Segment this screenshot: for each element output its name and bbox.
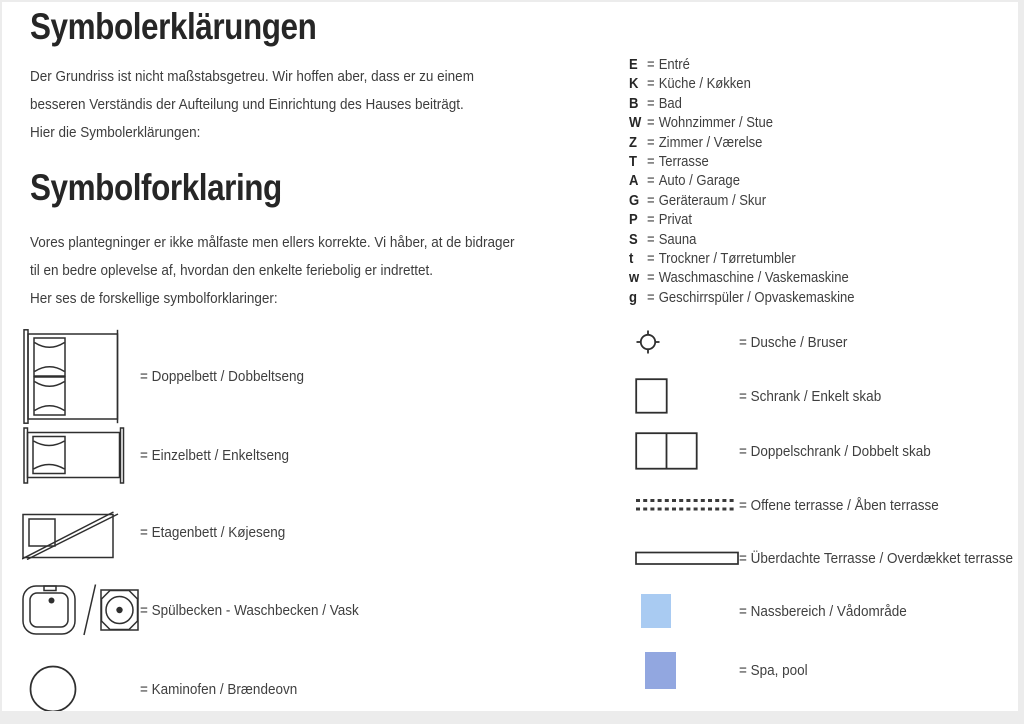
- icon-cell: [22, 427, 140, 484]
- icon-cell: [627, 432, 739, 470]
- legend-row-open-terrace: [627, 494, 1023, 516]
- room-code-label: Wohnzimmer / Stue: [658, 115, 774, 132]
- single-bed-icon: [22, 427, 126, 484]
- page-edge-top: [0, 0, 1024, 2]
- room-code-row: [629, 231, 855, 250]
- room-code-row: [629, 192, 855, 211]
- legend-row-double-bed: [22, 329, 622, 424]
- room-code-row: [629, 114, 855, 133]
- icon-cell: [22, 581, 140, 639]
- legend-row-sink: [22, 581, 622, 639]
- room-code-letter: B: [629, 95, 639, 112]
- room-code-letter: t: [629, 251, 634, 268]
- room-code-list: [629, 56, 855, 308]
- room-code-row: [629, 134, 855, 153]
- room-code-row: [629, 75, 855, 94]
- equals-sign: =: [647, 76, 655, 93]
- room-code-row: [629, 95, 855, 114]
- wet-area-swatch: [641, 594, 671, 628]
- legend-label: = Dusche / Bruser: [739, 333, 848, 351]
- sink-icon: [22, 581, 139, 639]
- legend-row-spa-pool: [627, 651, 1023, 689]
- room-code-label: Bad: [658, 95, 682, 112]
- equals-sign: =: [647, 134, 655, 151]
- legend-label: = Schrank / Enkelt skab: [739, 387, 882, 405]
- legend-row-double-wardrobe: [627, 431, 1023, 471]
- open-terrace-icon: [635, 497, 737, 513]
- equals-sign: =: [647, 95, 655, 112]
- equals-sign: =: [647, 57, 655, 73]
- legend-label: = Nassbereich / Vådområde: [739, 602, 907, 620]
- room-code-label: Zimmer / Værelse: [658, 134, 763, 151]
- room-code-label: Küche / Køkken: [658, 76, 751, 93]
- room-code-label: Sauna: [658, 231, 697, 248]
- equals-sign: =: [647, 251, 655, 268]
- danish-intro: [30, 229, 515, 313]
- room-code-letter: W: [629, 115, 642, 132]
- room-code-letter: E: [629, 57, 638, 73]
- shower-icon: [635, 329, 661, 355]
- icon-cell: [22, 505, 140, 560]
- equals-sign: =: [647, 270, 655, 287]
- icon-cell: [627, 652, 739, 689]
- legend-row-covered-terrace: [627, 548, 1023, 568]
- german-title: Symbolerklärungen: [30, 6, 317, 47]
- legend-label: = Etagenbett / Køjeseng: [140, 524, 286, 541]
- text-line: til en bedre oplevelse af, hvordan den enkelte feriebolig er indrettet.: [30, 262, 434, 279]
- double-wardrobe-icon: [635, 432, 698, 470]
- room-code-row: [629, 289, 855, 308]
- room-code-letter: A: [629, 173, 639, 190]
- danish-title: Symbolforklaring: [30, 167, 282, 208]
- legend-row-wet-area: [627, 593, 1023, 629]
- icon-cell: [627, 497, 739, 513]
- covered-terrace-icon: [635, 551, 739, 566]
- symbol-legend-page: [2, 2, 1018, 711]
- room-code-label: Privat: [658, 212, 693, 229]
- room-code-letter: P: [629, 212, 638, 229]
- room-code-letter: Z: [629, 134, 637, 151]
- german-intro: [30, 63, 474, 147]
- legend-label: = Doppelschrank / Dobbelt skab: [739, 442, 931, 460]
- room-code-letter: g: [629, 289, 637, 306]
- equals-sign: =: [647, 212, 655, 229]
- icon-cell: [22, 664, 140, 714]
- room-code-label: Trockner / Tørretumbler: [658, 251, 796, 268]
- equals-sign: =: [647, 192, 655, 209]
- legend-label: = Spa, pool: [739, 661, 808, 679]
- double-bed-icon: [22, 329, 122, 424]
- icon-cell: [22, 329, 140, 424]
- legend-label: = Spülbecken - Waschbecken / Vask: [140, 601, 359, 619]
- text-line: Vores plantegninger er ikke målfaste men ellers korrekte. Vi håber, at de bidrager: [30, 234, 515, 251]
- room-code-label: Geräteraum / Skur: [658, 192, 767, 209]
- equals-sign: =: [647, 289, 655, 306]
- wardrobe-icon: [635, 378, 668, 414]
- page-edge-bottom: [0, 711, 1024, 724]
- wood-stove-icon: [28, 664, 80, 714]
- bunk-bed-icon: [22, 505, 119, 560]
- legend-label: = Kaminofen / Brændeovn: [140, 680, 298, 698]
- room-code-row: [629, 56, 855, 75]
- legend-label: = Überdachte Terrasse / Overdækket terrasse: [739, 549, 1014, 567]
- legend-row-wardrobe: [627, 377, 1023, 415]
- text-line: besseren Verständis der Aufteilung und Einrichtung des Hauses beiträgt.: [30, 96, 464, 113]
- room-code-label: Entré: [658, 57, 690, 73]
- legend-row-wood-stove: [22, 664, 622, 714]
- text-line: Hier die Symbolerklärungen:: [30, 124, 201, 141]
- room-code-letter: S: [629, 231, 638, 248]
- page-edge-right: [1018, 0, 1024, 724]
- text-line: Her ses de forskellige symbolforklaringer:: [30, 290, 278, 307]
- spa-pool-swatch: [645, 652, 676, 689]
- room-code-row: [629, 250, 855, 269]
- icon-cell: [627, 551, 739, 566]
- room-code-label: Terrasse: [658, 154, 709, 171]
- room-code-letter: w: [629, 270, 640, 287]
- room-code-row: [629, 269, 855, 288]
- legend-row-bunk-bed: [22, 505, 622, 560]
- equals-sign: =: [647, 173, 655, 190]
- text-line: Der Grundriss ist nicht maßstabsgetreu. Wir hoffen aber, dass er zu einem: [30, 68, 474, 85]
- icon-cell: [627, 378, 739, 414]
- legend-label: = Einzelbett / Enkeltseng: [140, 447, 289, 464]
- icon-cell: [627, 329, 739, 355]
- room-code-label: Waschmaschine / Vaskemaskine: [658, 270, 849, 287]
- room-code-row: [629, 153, 855, 172]
- room-code-label: Auto / Garage: [658, 173, 740, 190]
- equals-sign: =: [647, 154, 655, 171]
- equals-sign: =: [647, 231, 655, 248]
- page-edge-left: [0, 0, 2, 724]
- room-code-letter: T: [629, 154, 637, 171]
- room-code-row: [629, 211, 855, 230]
- legend-label: = Offene terrasse / Åben terrasse: [739, 496, 939, 514]
- icon-cell: [627, 594, 739, 628]
- room-code-letter: G: [629, 192, 640, 209]
- legend-label: = Doppelbett / Dobbeltseng: [140, 368, 304, 385]
- room-code-label: Geschirrspüler / Opvaskemaskine: [658, 289, 855, 306]
- legend-row-shower: [627, 328, 1023, 356]
- room-code-letter: K: [629, 76, 639, 93]
- legend-row-single-bed: [22, 427, 622, 484]
- equals-sign: =: [647, 115, 655, 132]
- room-code-row: [629, 172, 855, 191]
